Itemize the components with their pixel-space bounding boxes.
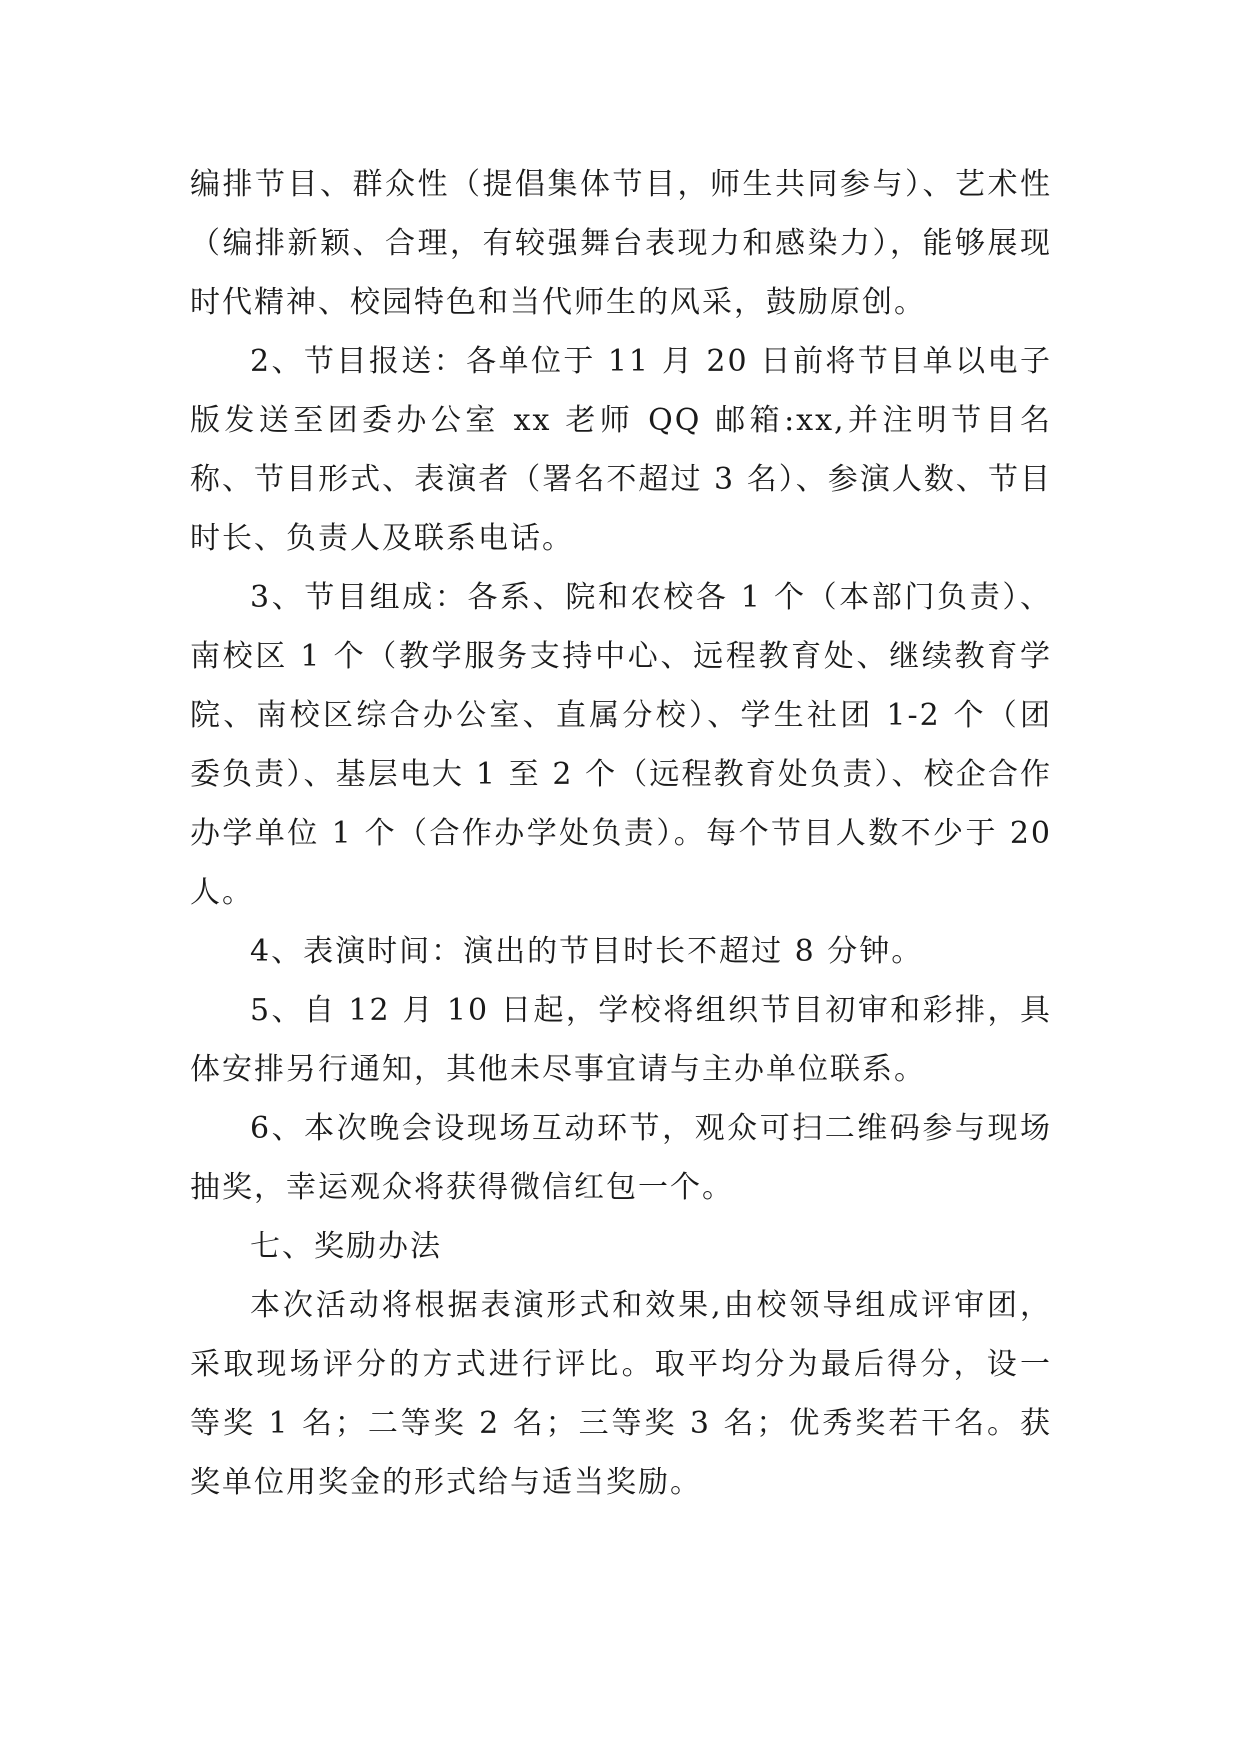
paragraph-criteria: 编排节目、群众性（提倡集体节目，师生共同参与）、艺术性（编排新颖、合理，有较强舞台表现力和感染力），能够展现时代精神、校园特色和当代师生的风采，鼓励原创。 xyxy=(190,167,1052,320)
paragraph-composition: 3、节目组成：各系、院和农校各 1 个（本部门负责）、南校区 1 个（教学服务支持中心、远程教育处、继续教育学院、南校区综合办公室、直属分校）、学生社团 1-2 个（团委负责）、基层电大 1 至 2 个（远程教育处负责）、校企合作办学单位 1 个（合作办学处负责）。每个节目人数不少于 20 人。 xyxy=(190,580,1052,910)
document-body xyxy=(190,155,1052,1512)
paragraph-rehearsal: 5、自 12 月 10 日起，学校将组织节目初审和彩排，具体安排另行通知，其他未尽事宜请与主办单位联系。 xyxy=(190,993,1052,1087)
paragraph-duration: 4、表演时间：演出的节目时长不超过 8 分钟。 xyxy=(250,934,924,969)
section-heading-awards: 七、奖励办法 xyxy=(250,1229,442,1264)
paragraph-awards: 本次活动将根据表演形式和效果,由校领导组成评审团，采取现场评分的方式进行评比。取平均分为最后得分，设一等奖 1 名；二等奖 2 名；三等奖 3 名；优秀奖若干名。获奖单位用奖金的形式给与适当奖励。 xyxy=(190,1288,1052,1500)
paragraph-submission: 2、节目报送：各单位于 11 月 20 日前将节目单以电子版发送至团委办公室 xx 老师 QQ 邮箱:xx,并注明节目名称、节目形式、表演者（署名不超过 3 名）、参演人数、节目时长、负责人及联系电话。 xyxy=(190,344,1052,556)
paragraph-interaction: 6、本次晚会设现场互动环节，观众可扫二维码参与现场抽奖，幸运观众将获得微信红包一个。 xyxy=(190,1111,1052,1205)
